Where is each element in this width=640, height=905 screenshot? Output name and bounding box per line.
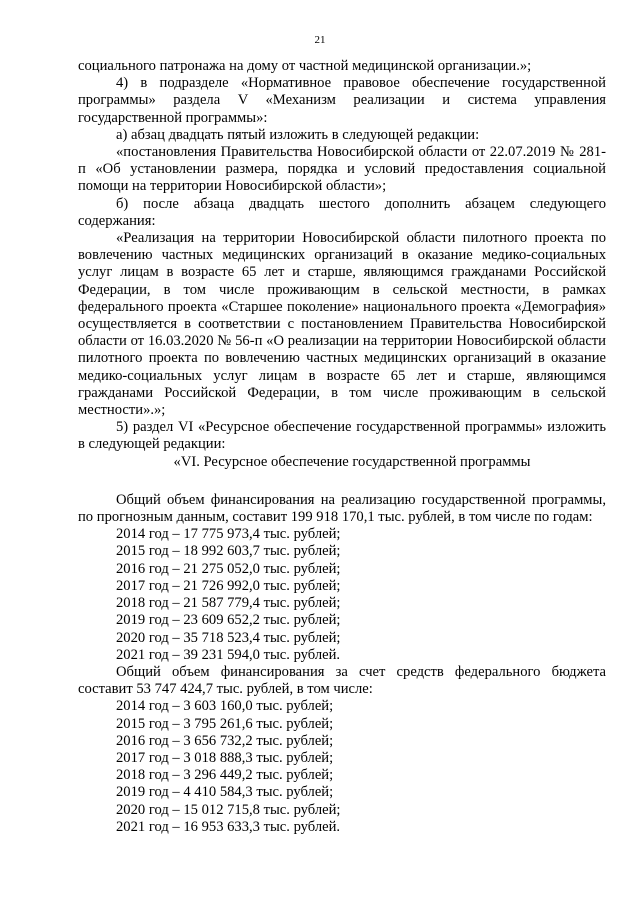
list-item: 2014 год – 3 603 160,0 тыс. рублей;: [116, 698, 334, 715]
list-item: 2014 год – 17 775 973,4 тыс. рублей;: [116, 526, 341, 543]
total-funding-years: [78, 526, 606, 664]
list-item: 2017 год – 3 018 888,3 тыс. рублей;: [116, 749, 334, 766]
list-item: 2015 год – 18 992 603,7 тыс. рублей;: [116, 543, 341, 560]
page-number: 21: [314, 34, 326, 46]
document-body: [78, 58, 606, 836]
paragraph: 4) в подразделе «Нормативное правовое обеспечение государственной программы» раздела V «Механизм реализации и система управления государственной программы»:: [78, 75, 606, 126]
list-item: 2021 год – 39 231 594,0 тыс. рублей.: [116, 646, 341, 663]
paragraph: 5) раздел VI «Ресурсное обеспечение государственной программы» изложить в следующей редакции:: [78, 419, 606, 453]
list-item: 2021 год – 16 953 633,3 тыс. рублей.: [116, 818, 341, 835]
section-heading: «VI. Ресурсное обеспечение государственной программы: [173, 453, 531, 470]
list-item: 2015 год – 3 795 261,6 тыс. рублей;: [116, 715, 334, 732]
blank-line: [78, 471, 606, 492]
paragraph: «Реализация на территории Новосибирской области пилотного проекта по вовлечению частных медицинских организаций в оказание медико-социальных услуг лицам в возрасте 65 лет и старше, являющимся гражданами Российской Федерации, в том числе проживающим в сельской местности, в рамках федерального проекта «Старшее поколение» национального проекта «Демография» осуществляется в соответствии с постановлением Правительства Новосибирской области от 16.03.2020 № 56-п «О реализации на территории Новосибирской области пилотного проекта по вовлечению частных медицинских организаций в оказание медико-социальных услуг лицам в возрасте 65 лет и старше, являющимся гражданами Российской Федерации, в том числе проживающим в сельской местности».»;: [78, 230, 606, 419]
list-item: 2018 год – 3 296 449,2 тыс. рублей;: [116, 767, 334, 784]
paragraph: а) абзац двадцать пятый изложить в следующей редакции:: [116, 126, 480, 143]
list-item: 2016 год – 3 656 732,2 тыс. рублей;: [116, 732, 334, 749]
list-item: 2018 год – 21 587 779,4 тыс. рублей;: [116, 595, 341, 612]
paragraph: б) после абзаца двадцать шестого дополнить абзацем следующего содержания:: [78, 195, 606, 229]
list-item: 2020 год – 35 718 523,4 тыс. рублей;: [116, 629, 341, 646]
federal-funding-years: [78, 698, 606, 836]
list-item: 2019 год – 23 609 652,2 тыс. рублей;: [116, 612, 341, 629]
federal-funding-intro: Общий объем финансирования за счет средств федерального бюджета составит 53 747 424,7 тыс. рублей, в том числе:: [78, 663, 606, 698]
list-item: 2020 год – 15 012 715,8 тыс. рублей;: [116, 801, 341, 818]
list-item: 2019 год – 4 410 584,3 тыс. рублей;: [116, 784, 334, 801]
paragraph: социального патронажа на дому от частной медицинской организации.»;: [78, 58, 532, 74]
total-funding-intro: Общий объем финансирования на реализацию государственной программы, по прогнозным данным, составит 199 918 170,1 тыс. рублей, в том числе по годам:: [78, 491, 606, 526]
list-item: 2017 год – 21 726 992,0 тыс. рублей;: [116, 577, 341, 594]
paragraph: «постановления Правительства Новосибирской области от 22.07.2019 № 281-п «Об установлении размера, порядка и условий предоставления социальной помощи на территории Новосибирской области»;: [78, 144, 606, 195]
list-item: 2016 год – 21 275 052,0 тыс. рублей;: [116, 560, 341, 577]
